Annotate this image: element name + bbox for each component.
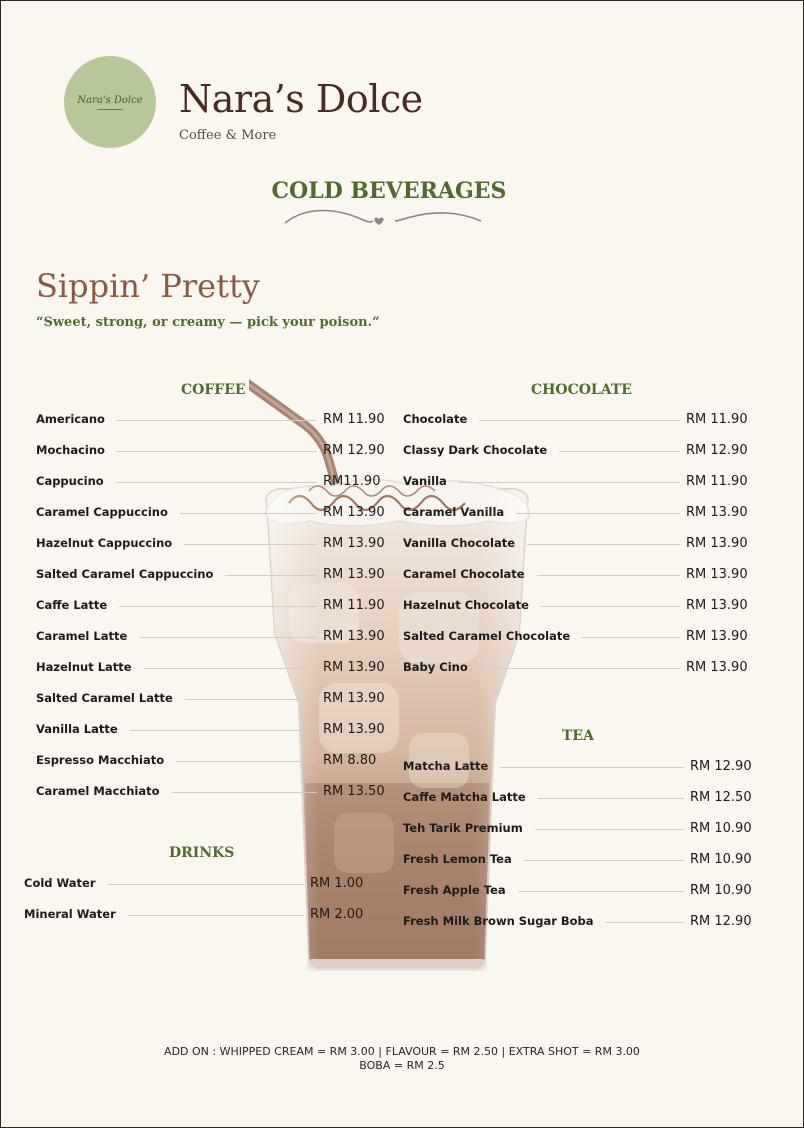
leader-line — [480, 668, 680, 669]
menu-item — [403, 759, 752, 775]
menu-item-price: RM 12.90 — [323, 443, 385, 458]
menu-item-price: RM 1.00 — [310, 876, 364, 891]
menu-item-price: RM 10.90 — [690, 821, 752, 836]
leader-line — [538, 798, 684, 799]
menu-item-price: RM 13.90 — [686, 536, 748, 551]
menu-item-name: Espresso Macchiato — [36, 753, 165, 767]
menu-item-price: RM 11.90 — [686, 474, 748, 489]
menu-item-name: Vanilla — [403, 474, 447, 488]
leader-line — [518, 891, 684, 892]
menu-item-price: RM 13.90 — [686, 505, 748, 520]
brand-logo — [64, 56, 156, 148]
menu-item-price: RM 13.50 — [323, 784, 385, 799]
menu-item — [403, 629, 748, 645]
menu-item — [403, 852, 752, 868]
menu-item-price: RM 13.90 — [323, 722, 385, 737]
logo-text: Nara's Dolce — [77, 94, 143, 106]
leader-line — [479, 420, 680, 421]
menu-item — [403, 567, 748, 583]
menu-item-price: RM 13.90 — [323, 567, 385, 582]
menu-item-price: RM 12.90 — [690, 759, 752, 774]
menu-item-name: Caramel Macchiato — [36, 784, 160, 798]
menu-item-name: Baby Cino — [403, 660, 468, 674]
leader-line — [130, 730, 317, 731]
menu-item — [403, 660, 748, 676]
menu-item — [36, 784, 385, 800]
menu-item-price: RM 12.50 — [690, 790, 752, 805]
menu-item-name: Caramel Cappuccino — [36, 505, 168, 519]
menu-item-price: RM 13.90 — [323, 505, 385, 520]
leader-line — [537, 575, 680, 576]
menu-item-price: RM 11.90 — [686, 412, 748, 427]
intro-subtitle: “Sweet, strong, or creamy — pick your poison.” — [36, 315, 380, 330]
menu-item-price: RM 13.90 — [323, 660, 385, 675]
menu-item-name: Salted Caramel Chocolate — [403, 629, 571, 643]
leader-line — [185, 699, 317, 700]
menu-item — [36, 536, 385, 552]
leader-line — [606, 922, 684, 923]
menu-item-name: Classy Dark Chocolate — [403, 443, 548, 457]
menu-item — [403, 536, 748, 552]
menu-item-name: Caffe Latte — [36, 598, 108, 612]
leader-line — [180, 513, 317, 514]
leader-line — [516, 513, 680, 514]
menu-item — [36, 412, 385, 428]
menu-item-name: Chocolate — [403, 412, 468, 426]
menu-item-name: Cold Water — [24, 876, 96, 890]
addon-line-1: ADD ON : WHIPPED CREAM = RM 3.00 | FLAVOUR = RM 2.50 | EXTRA SHOT = RM 3.00 — [164, 1045, 640, 1058]
leader-line — [172, 792, 317, 793]
category-coffee: COFFEE — [181, 382, 246, 398]
leader-line — [459, 482, 680, 483]
category-chocolate: CHOCOLATE — [531, 382, 632, 398]
category-drinks: DRINKS — [169, 845, 235, 861]
menu-item-name: Salted Caramel Cappuccino — [36, 567, 214, 581]
brand-tagline: Coffee & More — [179, 128, 277, 143]
menu-item-name: Teh Tarik Premium — [403, 821, 523, 835]
menu-item-price: RM 13.90 — [686, 598, 748, 613]
menu-item — [403, 883, 752, 899]
menu-item-name: Caramel Chocolate — [403, 567, 525, 581]
leader-line — [139, 637, 317, 638]
menu-item-price: RM 12.90 — [690, 914, 752, 929]
menu-item — [36, 753, 381, 769]
leader-line — [527, 544, 680, 545]
menu-item — [24, 907, 364, 923]
menu-item — [403, 821, 752, 837]
menu-item-name: Fresh Milk Brown Sugar Boba — [403, 914, 594, 928]
leader-line — [524, 860, 684, 861]
leader-line — [119, 606, 317, 607]
menu-item-name: Hazelnut Cappuccino — [36, 536, 173, 550]
menu-item-price: RM 13.90 — [686, 660, 748, 675]
leader-line — [559, 451, 680, 452]
menu-item-price: RM 8.80 — [323, 753, 377, 768]
menu-item-name: Mineral Water — [24, 907, 116, 921]
brand-name: Nara’s Dolce — [179, 77, 423, 121]
menu-item-name: Fresh Apple Tea — [403, 883, 506, 897]
menu-item — [36, 598, 385, 614]
menu-item-name: Caffe Matcha Latte — [403, 790, 526, 804]
menu-item-price: RM11.90 — [323, 474, 381, 489]
category-tea: TEA — [562, 728, 594, 744]
logo-underline — [97, 109, 123, 110]
menu-item-name: Hazelnut Chocolate — [403, 598, 529, 612]
leader-line — [535, 829, 684, 830]
menu-item — [36, 443, 385, 459]
menu-item-price: RM 13.90 — [323, 536, 385, 551]
leader-line — [582, 637, 680, 638]
section-title: COLD BEVERAGES — [271, 178, 507, 204]
intro-title: Sippin’ Pretty — [36, 267, 260, 305]
menu-item-name: Mochacino — [36, 443, 105, 457]
leader-line — [128, 915, 304, 916]
menu-item — [36, 629, 385, 645]
menu-item — [403, 505, 748, 521]
menu-item-price: RM 10.90 — [690, 852, 752, 867]
menu-item — [36, 567, 385, 583]
menu-item-name: Salted Caramel Latte — [36, 691, 173, 705]
menu-item-price: RM 12.90 — [686, 443, 748, 458]
menu-item-price: RM 13.90 — [323, 629, 385, 644]
leader-line — [116, 482, 317, 483]
menu-item-name: Caramel Latte — [36, 629, 128, 643]
menu-item-price: RM 11.90 — [323, 412, 385, 427]
heart-divider-icon — [283, 205, 483, 233]
menu-item-price: RM 2.00 — [310, 907, 364, 922]
menu-item — [36, 474, 381, 490]
menu-item-name: Vanilla Chocolate — [403, 536, 516, 550]
leader-line — [117, 420, 317, 421]
menu-item — [24, 876, 364, 892]
addon-line-2: BOBA = RM 2.5 — [359, 1059, 445, 1072]
menu-item — [36, 660, 385, 676]
menu-item — [36, 691, 385, 707]
menu-item-price: RM 13.90 — [686, 629, 748, 644]
leader-line — [184, 544, 317, 545]
leader-line — [541, 606, 680, 607]
menu-item-price: RM 11.90 — [323, 598, 385, 613]
leader-line — [144, 668, 317, 669]
menu-item-name: Cappucino — [36, 474, 104, 488]
menu-item-price: RM 10.90 — [690, 883, 752, 898]
menu-item — [403, 443, 748, 459]
menu-item-name: Americano — [36, 412, 105, 426]
menu-item — [403, 598, 748, 614]
menu-item-price: RM 13.90 — [686, 567, 748, 582]
menu-item — [403, 914, 752, 930]
leader-line — [108, 884, 304, 885]
leader-line — [176, 761, 317, 762]
leader-line — [225, 575, 317, 576]
leader-line — [500, 767, 684, 768]
menu-item-price: RM 13.90 — [323, 691, 385, 706]
menu-item — [36, 722, 385, 738]
menu-item — [36, 505, 385, 521]
menu-item — [403, 412, 748, 428]
menu-item-name: Fresh Lemon Tea — [403, 852, 512, 866]
menu-item — [403, 474, 748, 490]
menu-item — [403, 790, 752, 806]
menu-item-name: Hazelnut Latte — [36, 660, 132, 674]
leader-line — [117, 451, 317, 452]
menu-item-name: Caramel Vanilla — [403, 505, 505, 519]
menu-item-name: Matcha Latte — [403, 759, 489, 773]
menu-item-name: Vanilla Latte — [36, 722, 118, 736]
